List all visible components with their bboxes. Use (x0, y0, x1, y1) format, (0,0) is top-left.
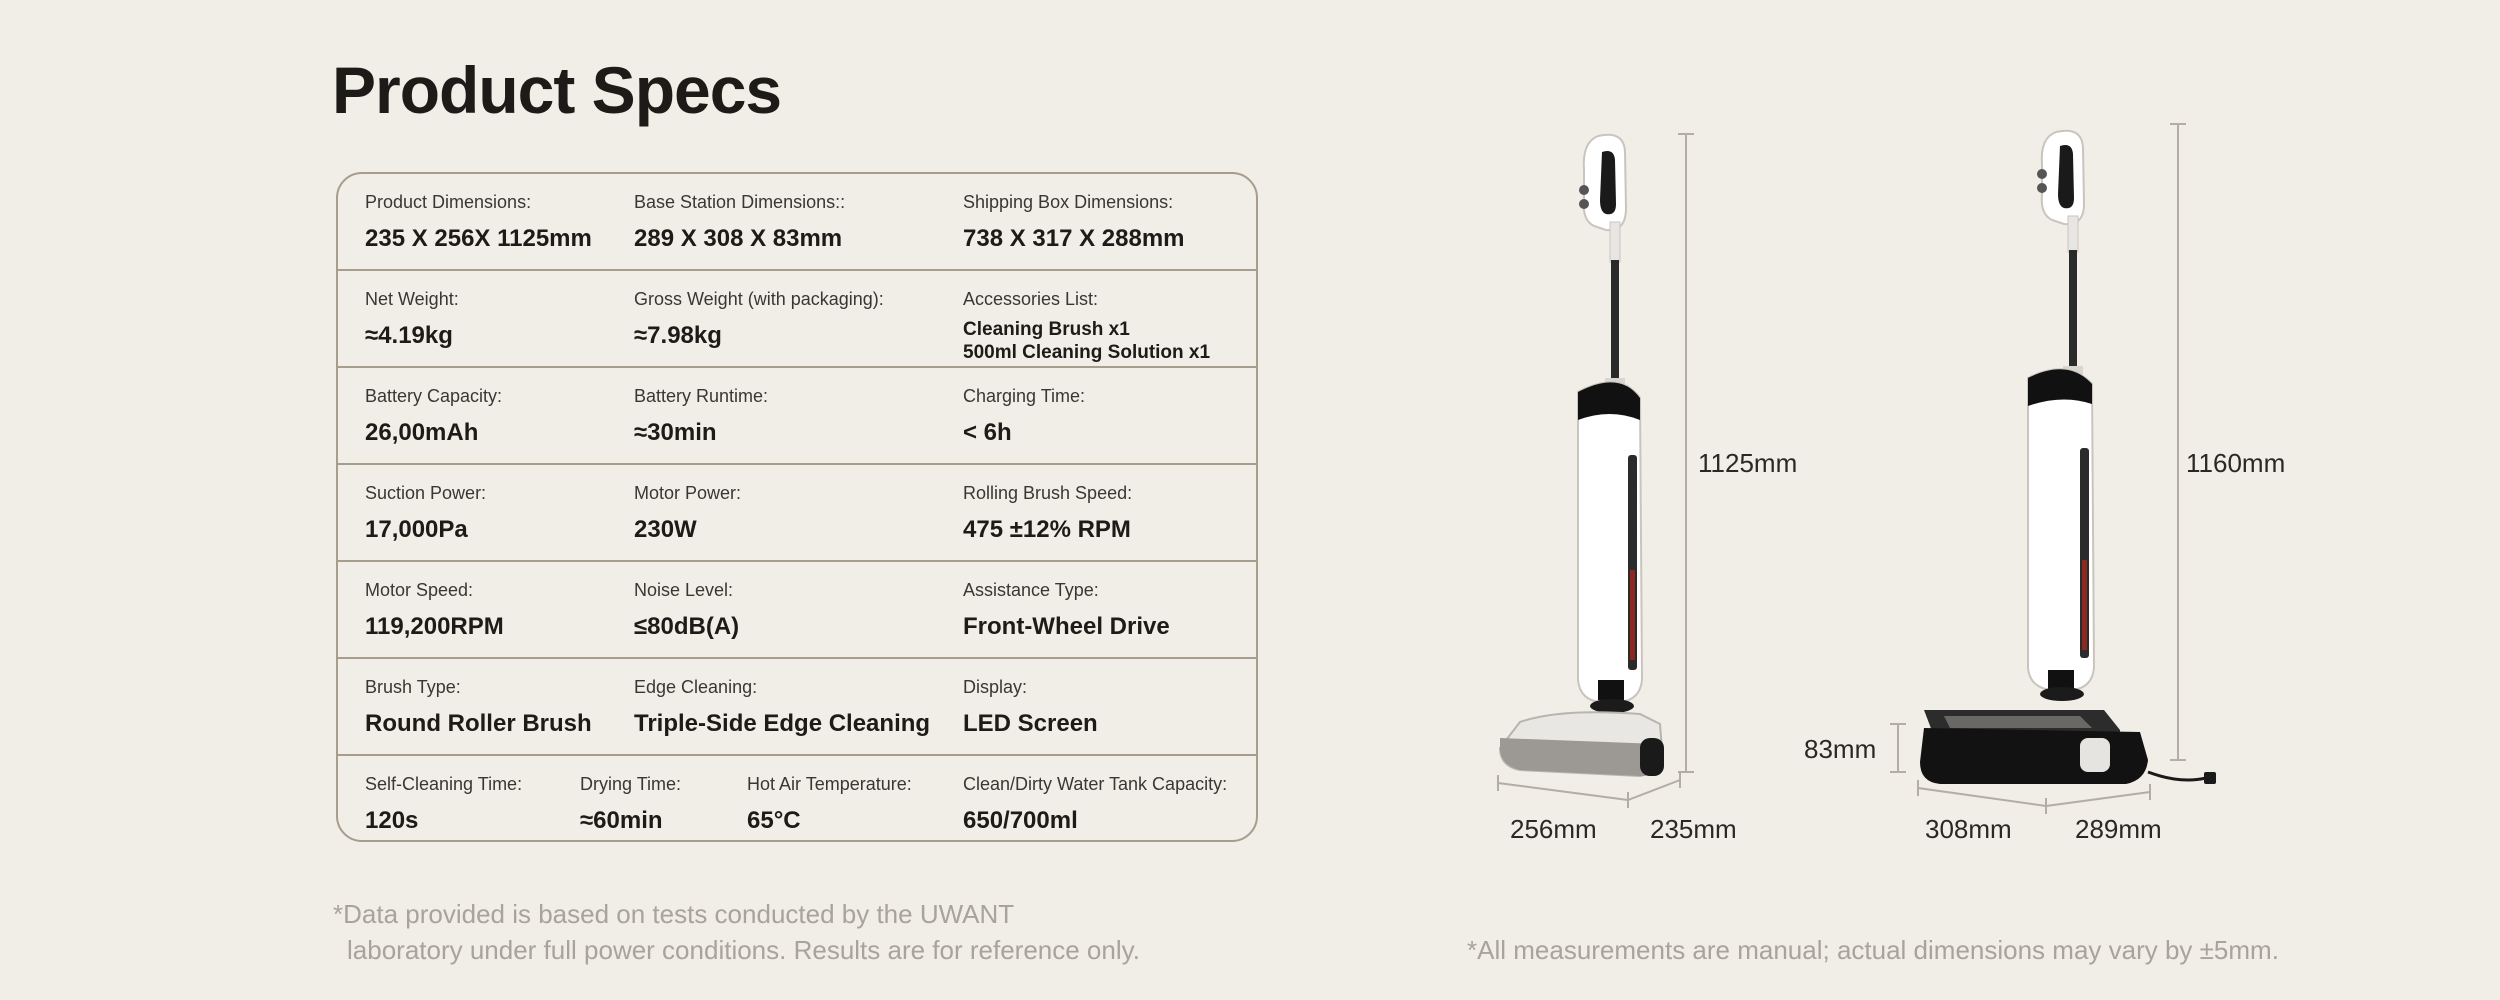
spec-row (338, 756, 1256, 842)
spec-cell-brush-type (365, 677, 592, 738)
footnote-line: *Data provided is based on tests conducted by the UWANT (333, 899, 1015, 929)
spec-cell-suction-power (365, 483, 486, 544)
spec-cell-display (963, 677, 1098, 738)
spec-label: Gross Weight (with packaging): (634, 289, 884, 309)
spec-value: ≈4.19kg (365, 322, 453, 349)
spec-row (338, 271, 1256, 368)
spec-label: Self-Cleaning Time: (365, 774, 523, 794)
spec-value: ≤80dB(A) (634, 613, 740, 640)
spec-label: Rolling Brush Speed: (963, 483, 1133, 503)
spec-cell-net-weight (365, 289, 459, 350)
spec-row (338, 465, 1256, 562)
spec-value: Round Roller Brush (365, 710, 592, 737)
spec-value: 230W (634, 516, 697, 543)
spec-cell-edge-cleaning (634, 677, 930, 738)
base-station-illustration (1920, 131, 2216, 784)
spec-cell-accessories-list (963, 289, 1210, 364)
vacuum-illustration (1500, 135, 1664, 776)
spec-row (338, 659, 1256, 756)
spec-cell-battery-runtime (634, 386, 768, 447)
spec-value: 650/700ml (963, 807, 1078, 834)
spec-cell-noise-level (634, 580, 739, 641)
spec-value: ≈30min (634, 419, 717, 446)
station-width-label: 308mm (1925, 814, 2012, 844)
vacuum-width-label: 256mm (1510, 814, 1597, 844)
spec-cell-battery-capacity (365, 386, 502, 447)
spec-row (338, 174, 1256, 271)
spec-label: Display: (963, 677, 1028, 697)
spec-value: Front-Wheel Drive (963, 613, 1170, 640)
spec-label: Assistance Type: (963, 580, 1099, 600)
spec-label: Hot Air Temperature: (747, 774, 912, 794)
spec-label: Edge Cleaning: (634, 677, 758, 697)
spec-cell-charging-time (963, 386, 1085, 447)
vacuum-height-label: 1125mm (1698, 448, 1798, 478)
footnote-line: laboratory under full power conditions. Results are for reference only. (347, 935, 1140, 965)
spec-cell-motor-speed (365, 580, 504, 641)
vacuum-dimension-lines (1498, 134, 1694, 808)
spec-value: Triple-Side Edge Cleaning (634, 710, 931, 737)
footnote-measurement-disclaimer: *All measurements are manual; actual dimensions may vary by ±5mm. (1467, 935, 2279, 965)
spec-cell-drying-time (580, 774, 681, 835)
spec-label: Motor Speed: (365, 580, 474, 600)
spec-cell-water-tank-capacity (963, 774, 1227, 835)
spec-label: Charging Time: (963, 386, 1086, 406)
spec-value: 475 ±12% RPM (963, 516, 1131, 543)
spec-value: 289 X 308 X 83mm (634, 225, 843, 252)
spec-value: 26,00mAh (365, 419, 479, 446)
spec-cell-product-dimensions (365, 192, 592, 253)
spec-cell-shipping-box-dimensions (963, 192, 1185, 253)
spec-value: 235 X 256X 1125mm (365, 225, 592, 252)
spec-label: Suction Power: (365, 483, 487, 503)
spec-label: Battery Capacity: (365, 386, 503, 406)
station-height-label: 1160mm (2186, 448, 2286, 478)
spec-label: Net Weight: (365, 289, 459, 309)
spec-label: Motor Power: (634, 483, 742, 503)
spec-cell-gross-weight (634, 289, 884, 350)
spec-label: Battery Runtime: (634, 386, 769, 406)
spec-cell-self-cleaning-time (365, 774, 522, 835)
page-title: Product Specs (332, 53, 782, 127)
spec-value: 17,000Pa (365, 516, 468, 543)
spec-value: 738 X 317 X 288mm (963, 225, 1185, 252)
spec-cell-hot-air-temperature (747, 774, 912, 835)
station-depth-label: 289mm (2075, 814, 2162, 844)
station-dimension-lines (1890, 124, 2186, 814)
spec-label: Product Dimensions: (365, 192, 532, 212)
spec-row (338, 562, 1256, 659)
spec-cell-base-station-dimensions (634, 192, 845, 253)
spec-label: Base Station Dimensions:: (634, 192, 846, 212)
spec-label: Clean/Dirty Water Tank Capacity: (963, 774, 1228, 794)
station-base-height-label: 83mm (1804, 734, 1877, 764)
spec-row (338, 368, 1256, 465)
spec-cell-rolling-brush-speed (963, 483, 1132, 544)
spec-value: ≈60min (580, 807, 663, 834)
spec-cell-assistance-type (963, 580, 1170, 641)
spec-label: Accessories List: (963, 289, 1099, 309)
spec-value: ≈7.98kg (634, 322, 722, 349)
spec-cell-motor-power (634, 483, 741, 544)
spec-table (336, 172, 1258, 842)
spec-value: 119,200RPM (365, 613, 504, 640)
spec-value: LED Screen (963, 710, 1098, 737)
spec-value: < 6h (963, 419, 1012, 446)
spec-value: 120s (365, 807, 419, 834)
spec-value (963, 318, 1210, 364)
spec-label: Noise Level: (634, 580, 734, 600)
spec-label: Drying Time: (580, 774, 682, 794)
spec-label: Shipping Box Dimensions: (963, 192, 1174, 212)
vacuum-depth-label: 235mm (1650, 814, 1737, 844)
footnote-data-disclaimer (333, 896, 1140, 968)
spec-label: Brush Type: (365, 677, 461, 697)
accessory-item: Cleaning Brush x1 (963, 319, 1130, 340)
spec-value: 65°C (747, 807, 801, 834)
accessory-item: 500ml Cleaning Solution x1 (963, 342, 1211, 363)
